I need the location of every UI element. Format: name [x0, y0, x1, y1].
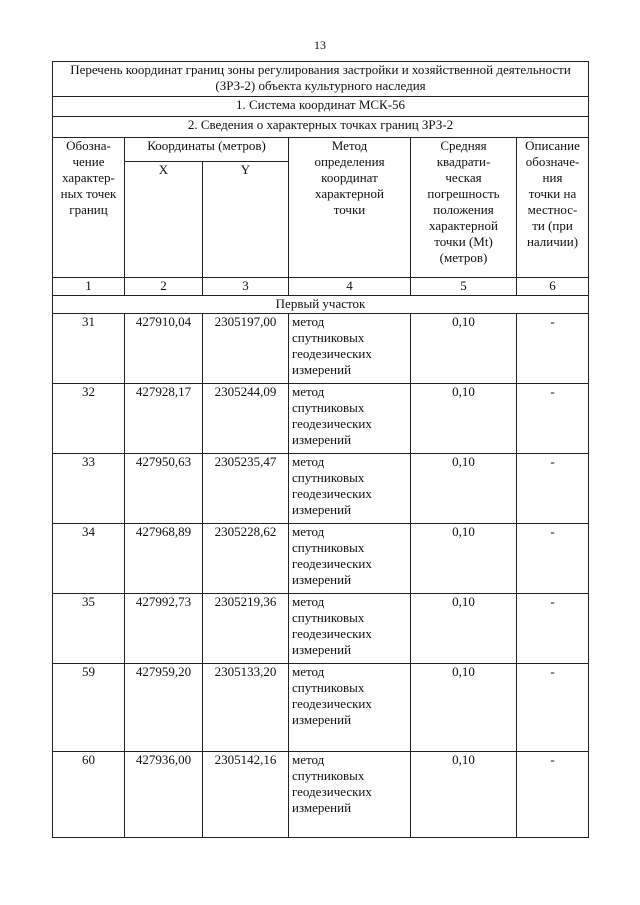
point-description: -	[517, 384, 589, 454]
column-number: 3	[203, 278, 289, 296]
point-id: 34	[53, 524, 125, 594]
header-error: Средняя квадрати- ческая погрешность положения характерной точки (Mt) (метров)	[411, 138, 517, 278]
header-row	[53, 138, 589, 162]
page-number: 13	[314, 38, 326, 52]
method: метод спутниковых геодезических измерений	[289, 594, 411, 664]
table-row	[53, 524, 589, 594]
coord-system-row	[53, 97, 589, 117]
header-method: Метод определения координат характерной точки	[289, 138, 411, 278]
point-id: 60	[53, 752, 125, 838]
points-info-label: 2. Сведения о характерных точках границ ЗРЗ-2	[53, 117, 589, 138]
method: метод спутниковых геодезических измерений	[289, 524, 411, 594]
header-coordinates: Координаты (метров)	[125, 138, 289, 162]
coord-x: 427928,17	[125, 384, 203, 454]
coord-y: 2305235,47	[203, 454, 289, 524]
point-id: 35	[53, 594, 125, 664]
coord-y: 2305133,20	[203, 664, 289, 752]
coordinates-table-body	[53, 62, 589, 838]
point-id: 32	[53, 384, 125, 454]
section-row	[53, 296, 589, 314]
error-mt: 0,10	[411, 384, 517, 454]
point-id: 33	[53, 454, 125, 524]
table-row	[53, 752, 589, 838]
title-row	[53, 62, 589, 97]
error-mt: 0,10	[411, 664, 517, 752]
table-row	[53, 594, 589, 664]
column-number: 4	[289, 278, 411, 296]
coord-y: 2305219,36	[203, 594, 289, 664]
error-mt: 0,10	[411, 314, 517, 384]
header-y: Y	[203, 162, 289, 278]
column-number: 5	[411, 278, 517, 296]
point-id: 59	[53, 664, 125, 752]
point-description: -	[517, 594, 589, 664]
column-numbers-row	[53, 278, 589, 296]
coord-x: 427936,00	[125, 752, 203, 838]
point-description: -	[517, 454, 589, 524]
table-row	[53, 664, 589, 752]
header-x: X	[125, 162, 203, 278]
coord-x: 427910,04	[125, 314, 203, 384]
method: метод спутниковых геодезических измерений	[289, 752, 411, 838]
method: метод спутниковых геодезических измерений	[289, 664, 411, 752]
coordinates-table	[52, 61, 589, 838]
section-label: Первый участок	[53, 296, 589, 314]
coord-y: 2305197,00	[203, 314, 289, 384]
point-description: -	[517, 524, 589, 594]
error-mt: 0,10	[411, 594, 517, 664]
error-mt: 0,10	[411, 524, 517, 594]
point-description: -	[517, 314, 589, 384]
coord-x: 427968,89	[125, 524, 203, 594]
points-info-row	[53, 117, 589, 138]
table-row	[53, 384, 589, 454]
coord-x: 427950,63	[125, 454, 203, 524]
coord-y: 2305142,16	[203, 752, 289, 838]
method: метод спутниковых геодезических измерений	[289, 314, 411, 384]
document-title: Перечень координат границ зоны регулирования застройки и хозяйственной деятельности (ЗРЗ-2) объекта культурного наследия	[53, 62, 589, 97]
table-row	[53, 314, 589, 384]
method: метод спутниковых геодезических измерений	[289, 384, 411, 454]
coord-y: 2305244,09	[203, 384, 289, 454]
method: метод спутниковых геодезических измерений	[289, 454, 411, 524]
column-number: 2	[125, 278, 203, 296]
table-row	[53, 454, 589, 524]
header-designation: Обозна- чение характер- ных точек границ	[53, 138, 125, 278]
point-id: 31	[53, 314, 125, 384]
error-mt: 0,10	[411, 752, 517, 838]
column-number: 6	[517, 278, 589, 296]
coord-system-label: 1. Система координат МСК-56	[53, 97, 589, 117]
coord-x: 427959,20	[125, 664, 203, 752]
error-mt: 0,10	[411, 454, 517, 524]
header-description: Описание обозначе- ния точки на местнос- ти (при наличии)	[517, 138, 589, 278]
coord-x: 427992,73	[125, 594, 203, 664]
point-description: -	[517, 664, 589, 752]
column-number: 1	[53, 278, 125, 296]
coord-y: 2305228,62	[203, 524, 289, 594]
point-description: -	[517, 752, 589, 838]
